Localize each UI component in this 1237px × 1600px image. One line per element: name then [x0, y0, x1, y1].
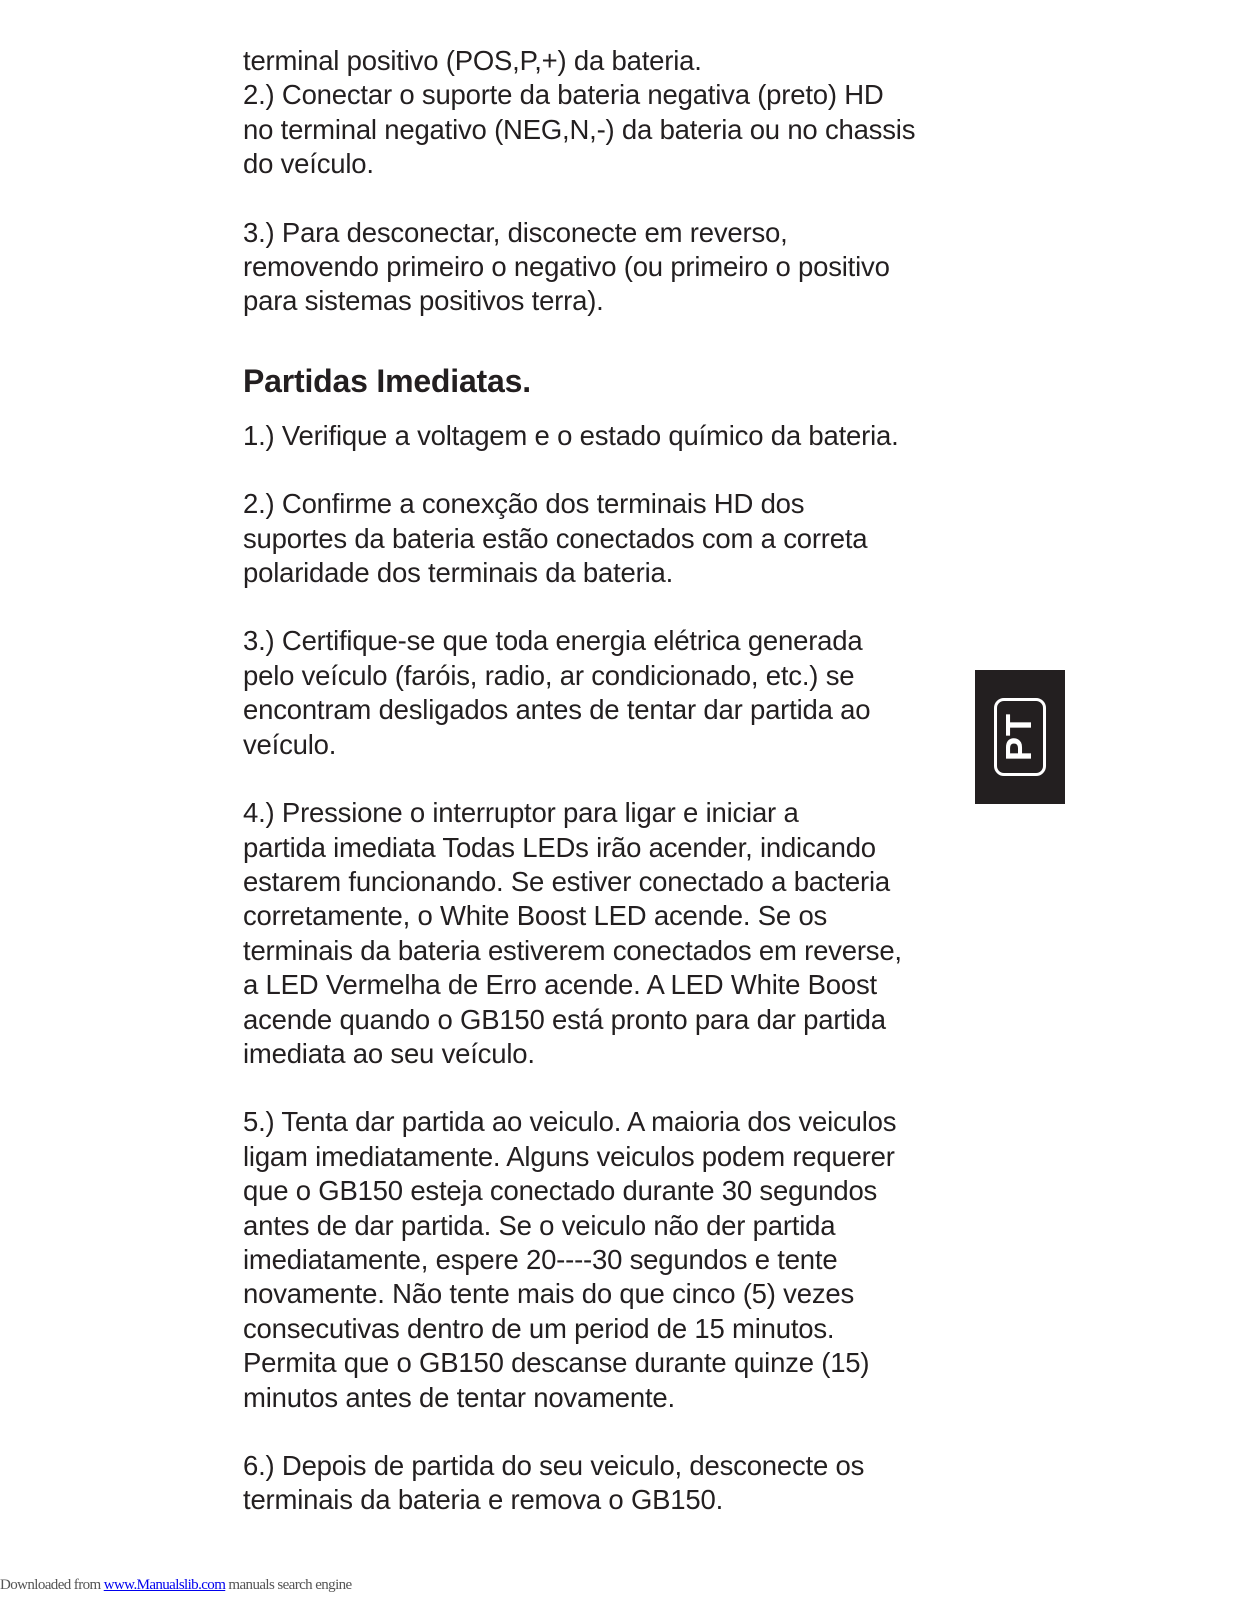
step-paragraph: 6.) Depois de partida do seu veiculo, desconecte os terminais da bateria e remova o GB150.: [243, 1450, 865, 1516]
language-tab: [975, 670, 1065, 804]
manualslib-link[interactable]: www.Manualslib.com: [103, 1577, 226, 1593]
step-paragraph: 1.) Verifique a voltagem e o estado químico da bateria.: [243, 419, 899, 451]
step-paragraph: 4.) Pressione o interruptor para ligar e iniciar a partida imediata Todas LEDs irão acender, indicando estarem funcionando. Se estiver conectado a bacteria corretamente, o White Boost LED acende. Se os terminais da bateria estiverem conectados em reverse, a LED Vermelha de Erro acende. A LED White Boost acende quando o GB150 está pronto para dar partida imediata ao seu veículo.: [243, 797, 902, 1069]
document-body: [243, 44, 963, 1518]
intro-paragraph: 3.) Para desconectar, disconecte em reverso, removendo primeiro o negativo (ou primeiro o positivo para sistemas positivos terra).: [243, 216, 890, 317]
paragraph-gap: [243, 590, 963, 624]
footer-suffix: manuals search engine: [225, 1577, 352, 1593]
step-paragraph: 3.) Certifique-se que toda energia elétrica generada pelo veículo (faróis, radio, ar condicionado, etc.) se encontram desligados antes de tentar dar partida ao veículo.: [243, 625, 871, 760]
paragraph-gap: [243, 453, 963, 487]
footer-prefix: Downloaded from: [0, 1577, 104, 1593]
paragraph-gap: [243, 762, 963, 796]
language-tab-label: PT: [994, 698, 1046, 776]
paragraph-gap: [243, 1415, 963, 1449]
paragraph-gap: [243, 1071, 963, 1105]
section-heading: Partidas Imediatas.: [243, 362, 531, 399]
step-paragraph: 2.) Confirme a conexção dos terminais HD dos suportes da bateria estão conectados com a correta polaridade dos terminais da bateria.: [243, 488, 868, 589]
download-footer: [0, 1577, 352, 1594]
paragraph-gap: [243, 319, 963, 353]
intro-paragraph: terminal positivo (POS,P,+) da bateria. 2.) Conectar o suporte da bateria negativa (preto) HD no terminal negativo (NEG,N,-) da bateria ou no chassis do veículo.: [243, 45, 916, 180]
paragraph-gap: [243, 182, 963, 216]
step-paragraph: 5.) Tenta dar partida ao veiculo. A maioria dos veiculos ligam imediatamente. Alguns veiculos podem requerer que o GB150 esteja conectado durante 30 segundos antes de dar partida. Se o veiculo não der partida imediatamente, espere 20----30 segundos e tente novamente. Não tente mais do que cinco (5) vezes consecutivas dentro de um period de 15 minutos. Permita que o GB150 descanse durante quinze (15) minutos antes de tentar novamente.: [243, 1106, 897, 1413]
